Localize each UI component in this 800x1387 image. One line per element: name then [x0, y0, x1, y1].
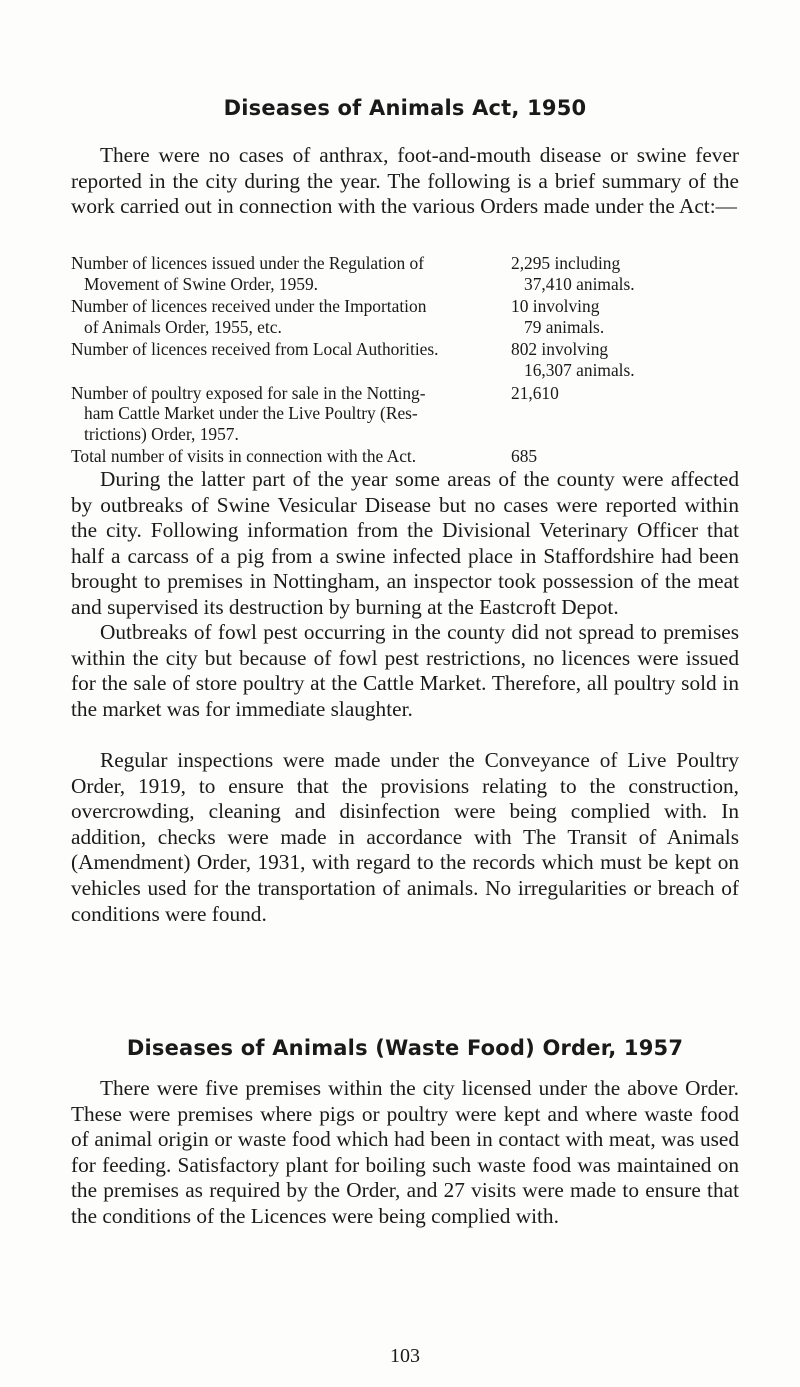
section-heading-diseases-of-animals-act: Diseases of Animals Act, 1950: [223, 96, 587, 120]
intro-paragraph: There were no cases of anthrax, foot-and-mouth disease or swine fever reported in the city during the year. The following is a brief summary of the work carried out in connection with the various Orders made under the Act:—: [71, 143, 739, 219]
section-heading-waste-food-order: Diseases of Animals (Waste Food) Order, 1957: [126, 1036, 684, 1060]
stat-value: 2,295 including 37,410 animals.: [511, 253, 635, 294]
body-paragraph: There were five premises within the city licensed under the above Order. These were premises where pigs or poultry were kept and where waste food of animal origin or waste food which had been in contact with meat, was used for feeding. Satisfactory plant for boiling such waste food was maintained on the premises as required by the Order, and 27 visits were made to ensure that the conditions of the Licences were being complied with.: [71, 1076, 739, 1228]
stat-value: 685: [511, 446, 538, 467]
licence-statistics-table: [71, 253, 739, 467]
stat-value: 802 involving 16,307 animals.: [511, 339, 635, 380]
body-paragraph: Regular inspections were made under the Conveyance of Live Poultry Order, 1919, to ensure that the provisions relating to the construction, overcrowding, cleaning and disinfection were being complied with. In addition, checks were made in accordance with The Transit of Animals (Amendment) Order, 1931, with regard to the records which must be kept on vehicles used for the transportation of animals. No irregularities or breach of conditions were found.: [71, 748, 739, 926]
page-number: 103: [390, 1345, 420, 1367]
stat-label: Number of licences received under the Importation of Animals Order, 1955, etc.: [71, 296, 427, 337]
stat-row: [71, 383, 739, 445]
body-paragraph: Outbreaks of fowl pest occurring in the county did not spread to premises within the city but because of fowl pest restrictions, no licences were issued for the sale of store poultry at the Cattle Market. Therefore, all poultry sold in the market was for immediate slaughter.: [71, 620, 739, 721]
stat-row: [71, 446, 739, 467]
stat-label: Total number of visits in connection with the Act.: [71, 446, 417, 467]
stat-value: 21,610: [511, 382, 559, 403]
stat-label: Number of poultry exposed for sale in the Notting- ham Cattle Market under the Live Poultry (Res- trictions) Order, 1957.: [71, 382, 426, 444]
stat-row: [71, 296, 739, 337]
stat-row: [71, 339, 739, 380]
body-paragraph: During the latter part of the year some areas of the county were affected by outbreaks of Swine Vesicular Disease but no cases were reported within the city. Following information from the Divisional Veterinary Officer that half a carcass of a pig from a swine infected place in Staffordshire had been brought to premises in Nottingham, an inspector took possession of the meat and supervised its destruction by burning at the Eastcroft Depot.: [71, 467, 739, 619]
stat-label: Number of licences issued under the Regulation of Movement of Swine Order, 1959.: [71, 253, 425, 294]
stat-row: [71, 253, 739, 294]
stat-value: 10 involving 79 animals.: [511, 296, 605, 337]
stat-label: Number of licences received from Local Authorities.: [71, 339, 439, 360]
